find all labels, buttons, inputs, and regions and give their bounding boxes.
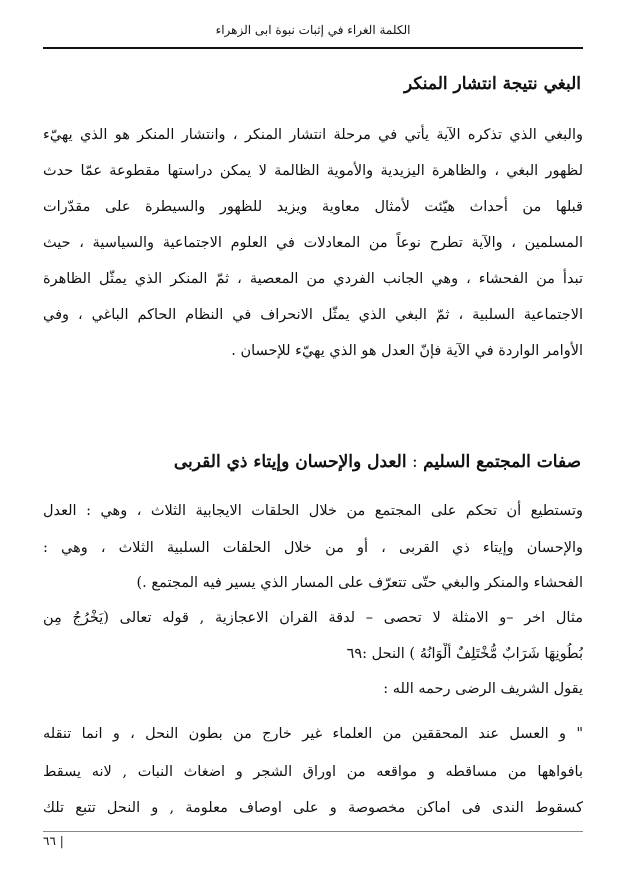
page-number-separator: | <box>59 834 64 848</box>
page-number-value: ٦٦ <box>43 834 56 848</box>
heading-main: صفات المجتمع السليم <box>423 452 581 472</box>
heading-separator: : <box>406 452 424 472</box>
header-rule <box>43 47 583 49</box>
paragraph-line: يقول الشريف الرضى رحمه الله : <box>383 681 583 697</box>
footer-rule <box>43 831 583 832</box>
paragraph-line: قبلها من أحداث هيّئت لأمثال معاوية ويزيد للظهور والسيطرة على مقدّرات <box>43 199 583 215</box>
paragraph-line: والبغي الذي تذكره الآية يأتي في مرحلة انتشار المنكر ، وانتشار المنكر هو الذي يهيّء <box>43 127 583 143</box>
heading-subtitle: العدل والإحسان وإيتاء ذي القربى <box>173 452 407 472</box>
quran-verse-line: بُطُونِهَا شَرَابٌ مُّخْتَلِفٌ أَلْوَانُهُ ) النحل :٦٩ <box>346 646 583 662</box>
page-number <box>43 832 64 850</box>
quote-line: " و العسل عند المحققين من العلماء غير خارج من بطون النحل ، و انما تنقله <box>43 726 583 742</box>
paragraph-line: مثال اخر –و الامثلة لا تحصى – لدقة القران الاعجازية , قوله تعالى (يَخْرُجُ مِن <box>43 610 583 626</box>
paragraph-line: الأوامر الواردة في الآية فإنّ العدل هو الذي يهيّء للإحسان . <box>231 343 583 359</box>
paragraph-line: الفحشاء والمنكر والبغي حتّى تتعرّف على المسار الذي يسير فيه المجتمع .) <box>136 575 583 591</box>
paragraph-line: المسلمين ، والآية تطرح نوعاً من المعادلات في العلوم الاجتماعية والسياسية ، حيث <box>43 235 583 251</box>
quote-line: كسقوط الندى فى اماكن مخصوصة و على اوصاف معلومة , و النحل تتبع تلك <box>43 800 583 816</box>
paragraph-line: تبدأ من الفحشاء ، وهي الجانب الفردي من المعصية ، ثمّ المنكر الذي يمثّل الظاهرة <box>43 271 583 287</box>
paragraph-line: وتستطيع أن تحكم على المجتمع من خلال الحلقات الايجابية الثلاث ، وهي : العدل <box>43 503 583 519</box>
paragraph-line: الاجتماعية السلبية ، ثمّ البغي الذي يمثّل الانحراف في النظام الحاكم الباغي ، وفي <box>43 307 583 323</box>
section-heading-1: البغي نتيجة انتشار المنكر <box>403 74 581 94</box>
paragraph-line: والإحسان وإيتاء ذي القربى ، أو من خلال الحلقات السلبية الثلاث ، وهي : <box>43 540 583 556</box>
quote-line: بافواهها من مساقطه و مواقعه من اوراق الشجر و اضغاث النبات , لانه يسقط <box>43 764 583 780</box>
section-heading-2 <box>174 450 581 474</box>
paragraph-line: لظهور البغي ، والظاهرة اليزيدية والأموية الظالمة لا يمكن دراستها مقطوعة عمّا حدث <box>43 163 583 179</box>
running-header: الكلمة الغراء في إثبات نبوة ابى الزهراء <box>215 23 411 37</box>
